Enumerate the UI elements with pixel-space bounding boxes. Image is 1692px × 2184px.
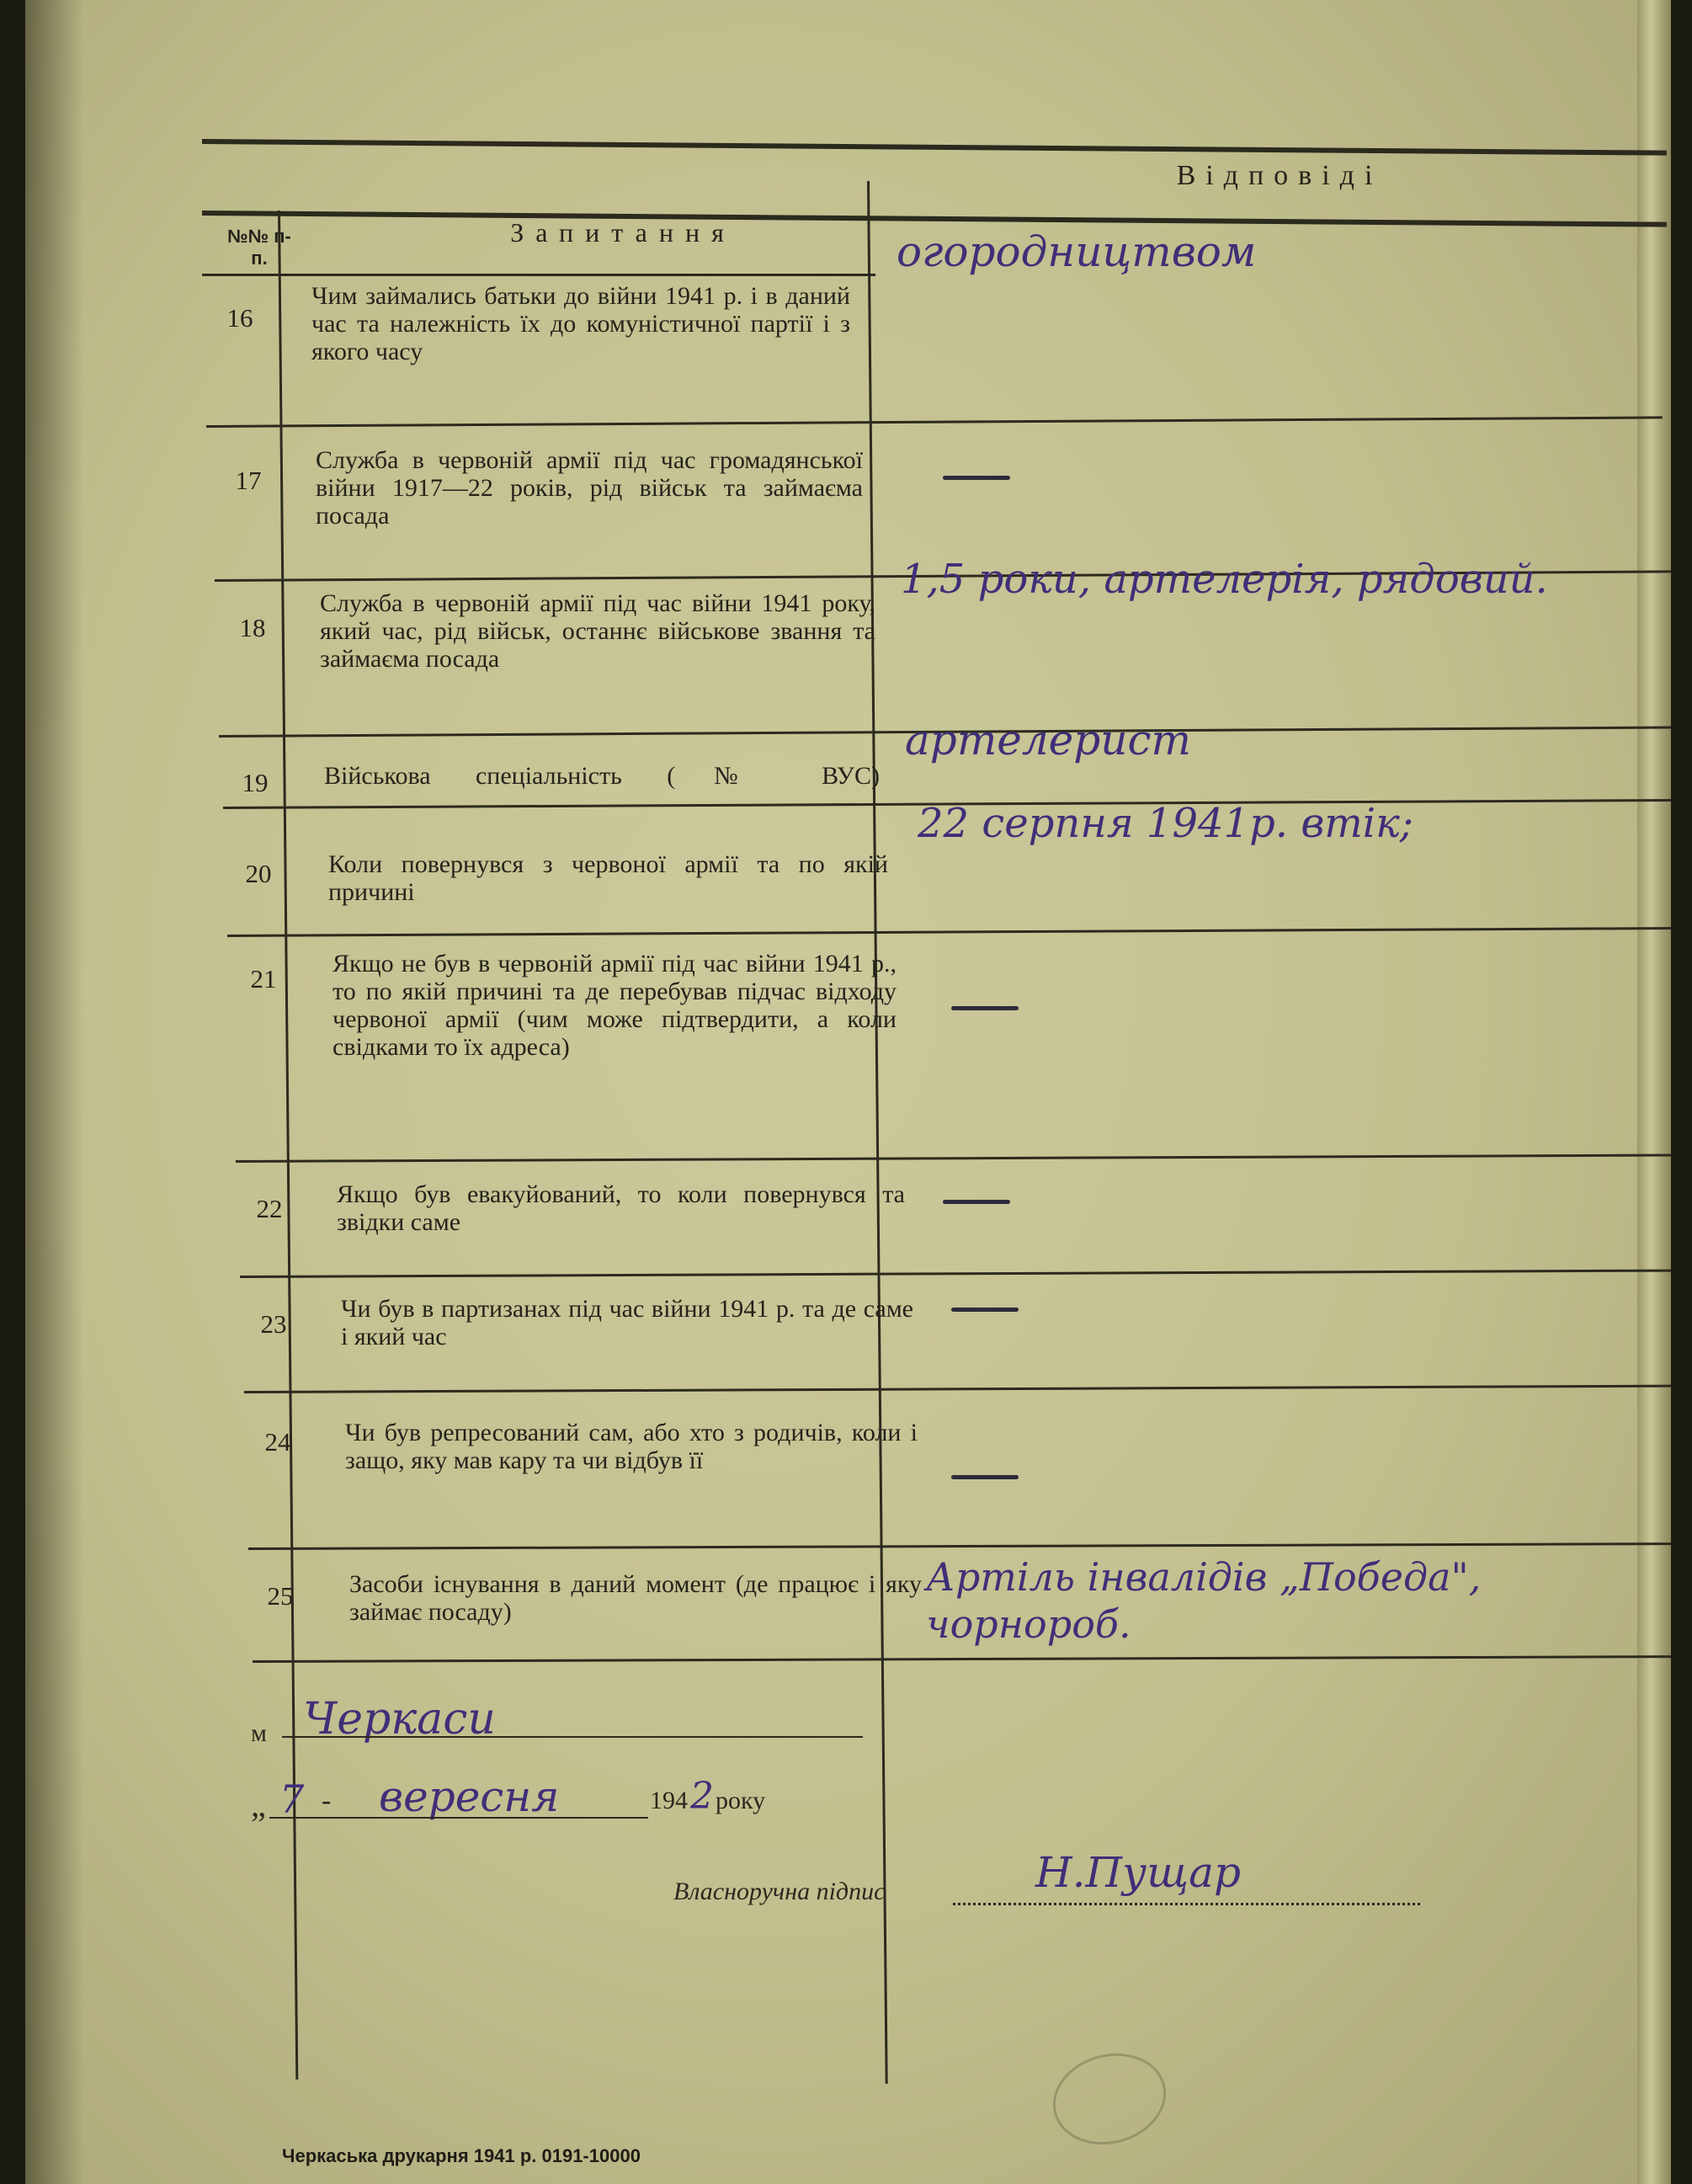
year-suffix: року xyxy=(716,1787,766,1814)
row-number: 23 xyxy=(260,1309,287,1339)
answer-dash xyxy=(951,1006,1019,1010)
number-column-header: №№ п-п. xyxy=(227,226,291,269)
date-underline xyxy=(269,1817,648,1819)
row-number: 24 xyxy=(264,1427,291,1457)
row-number: 25 xyxy=(267,1581,294,1611)
row-number: 18 xyxy=(239,613,266,642)
answer-column-divider xyxy=(867,181,888,2084)
city-handwritten: Черкаси xyxy=(303,1694,496,1745)
binding-shadow xyxy=(25,0,84,2184)
date-month: вересня xyxy=(379,1772,560,1821)
row-number: 19 xyxy=(242,768,269,797)
row-number: 22 xyxy=(256,1194,283,1223)
answer-handwritten: 22 серпня 1941р. втік; xyxy=(918,800,1413,847)
date-day: 7 xyxy=(279,1776,305,1822)
question-text: Якщо був евакуйований, то коли повернувся та звідки саме xyxy=(337,1180,905,1236)
question-text: Військова спеціальність (№ ВУС) xyxy=(324,762,880,790)
date-open-quote: „ xyxy=(251,1786,266,1824)
row-separator xyxy=(206,416,1663,428)
city-prefix: м xyxy=(251,1719,267,1747)
signature: Н.Пущар xyxy=(1035,1848,1241,1897)
question-text: Служба в червоній армії під час війни 1941 року, який час, рід військ, останнє військове звання та займаєма посада xyxy=(320,589,875,673)
answer-handwritten: Артіль інвалідів „Победа", чорнороб. xyxy=(926,1554,1482,1647)
question-text: Чим займались батьки до війни 1941 р. і в даний час та належність їх до комуністичної партії і з якого часу xyxy=(311,282,850,365)
row-separator xyxy=(240,1269,1671,1278)
answer-dash xyxy=(943,1200,1010,1204)
year-printed: 194 xyxy=(650,1787,688,1814)
faded-stamp xyxy=(1043,2041,1177,2157)
question-text: Засоби існування в даний момент (де працює і яку займає посаду) xyxy=(349,1570,922,1626)
row-number: 16 xyxy=(226,303,253,333)
row-separator xyxy=(253,1655,1671,1663)
answer-dash xyxy=(951,1308,1019,1312)
row-number: 17 xyxy=(235,466,262,495)
page-edge xyxy=(1637,0,1671,2184)
row-number: 21 xyxy=(250,964,277,993)
question-text: Коли повернувся з червоної армії та по якій причині xyxy=(328,850,888,906)
header-bottom-rule xyxy=(202,274,875,276)
answer-dash xyxy=(951,1475,1019,1479)
answer-dash xyxy=(943,476,1010,480)
year-handwritten: 2 xyxy=(690,1775,714,1818)
answer-handwritten: огородництвом xyxy=(897,227,1257,276)
question-text: Служба в червоній армії під час громадянської війни 1917—22 років, рід військ та займаєма посада xyxy=(316,446,863,530)
date-separator: - xyxy=(322,1785,332,1816)
signature-line xyxy=(953,1903,1420,1905)
question-text: Чи був репресований сам, або хто з родичів, коли і защо, яку мав кару та чи відбув її xyxy=(345,1419,918,1474)
answers-column-header: Відповіді xyxy=(1176,160,1383,191)
answer-handwritten: 1,5 роки, артелерія, рядовий. xyxy=(901,556,1548,603)
question-text: Якщо не був в червоній армії під час війни 1941 р., то по якій причині та де перебував підчас відходу червоної армії (чим може підтвердити, а коли свідками то їх адреса) xyxy=(333,950,897,1061)
row-separator xyxy=(248,1542,1671,1550)
city-underline xyxy=(282,1736,863,1738)
row-separator xyxy=(236,1153,1671,1163)
row-number: 20 xyxy=(245,859,272,888)
question-text: Чи був в партизанах під час війни 1941 р. та де саме і який час xyxy=(341,1295,913,1350)
printer-imprint: Черкаська друкарня 1941 р. 0191-10000 xyxy=(282,2145,641,2166)
answer-handwritten: артелерист xyxy=(905,716,1191,764)
row-separator xyxy=(227,927,1671,937)
signature-label: Власноручна підпис xyxy=(673,1878,886,1905)
row-separator xyxy=(244,1384,1671,1393)
header-mid-rule xyxy=(202,210,1667,227)
questions-column-header: Запитання xyxy=(510,217,736,248)
header-top-rule xyxy=(202,139,1667,156)
document-page xyxy=(25,0,1671,2184)
